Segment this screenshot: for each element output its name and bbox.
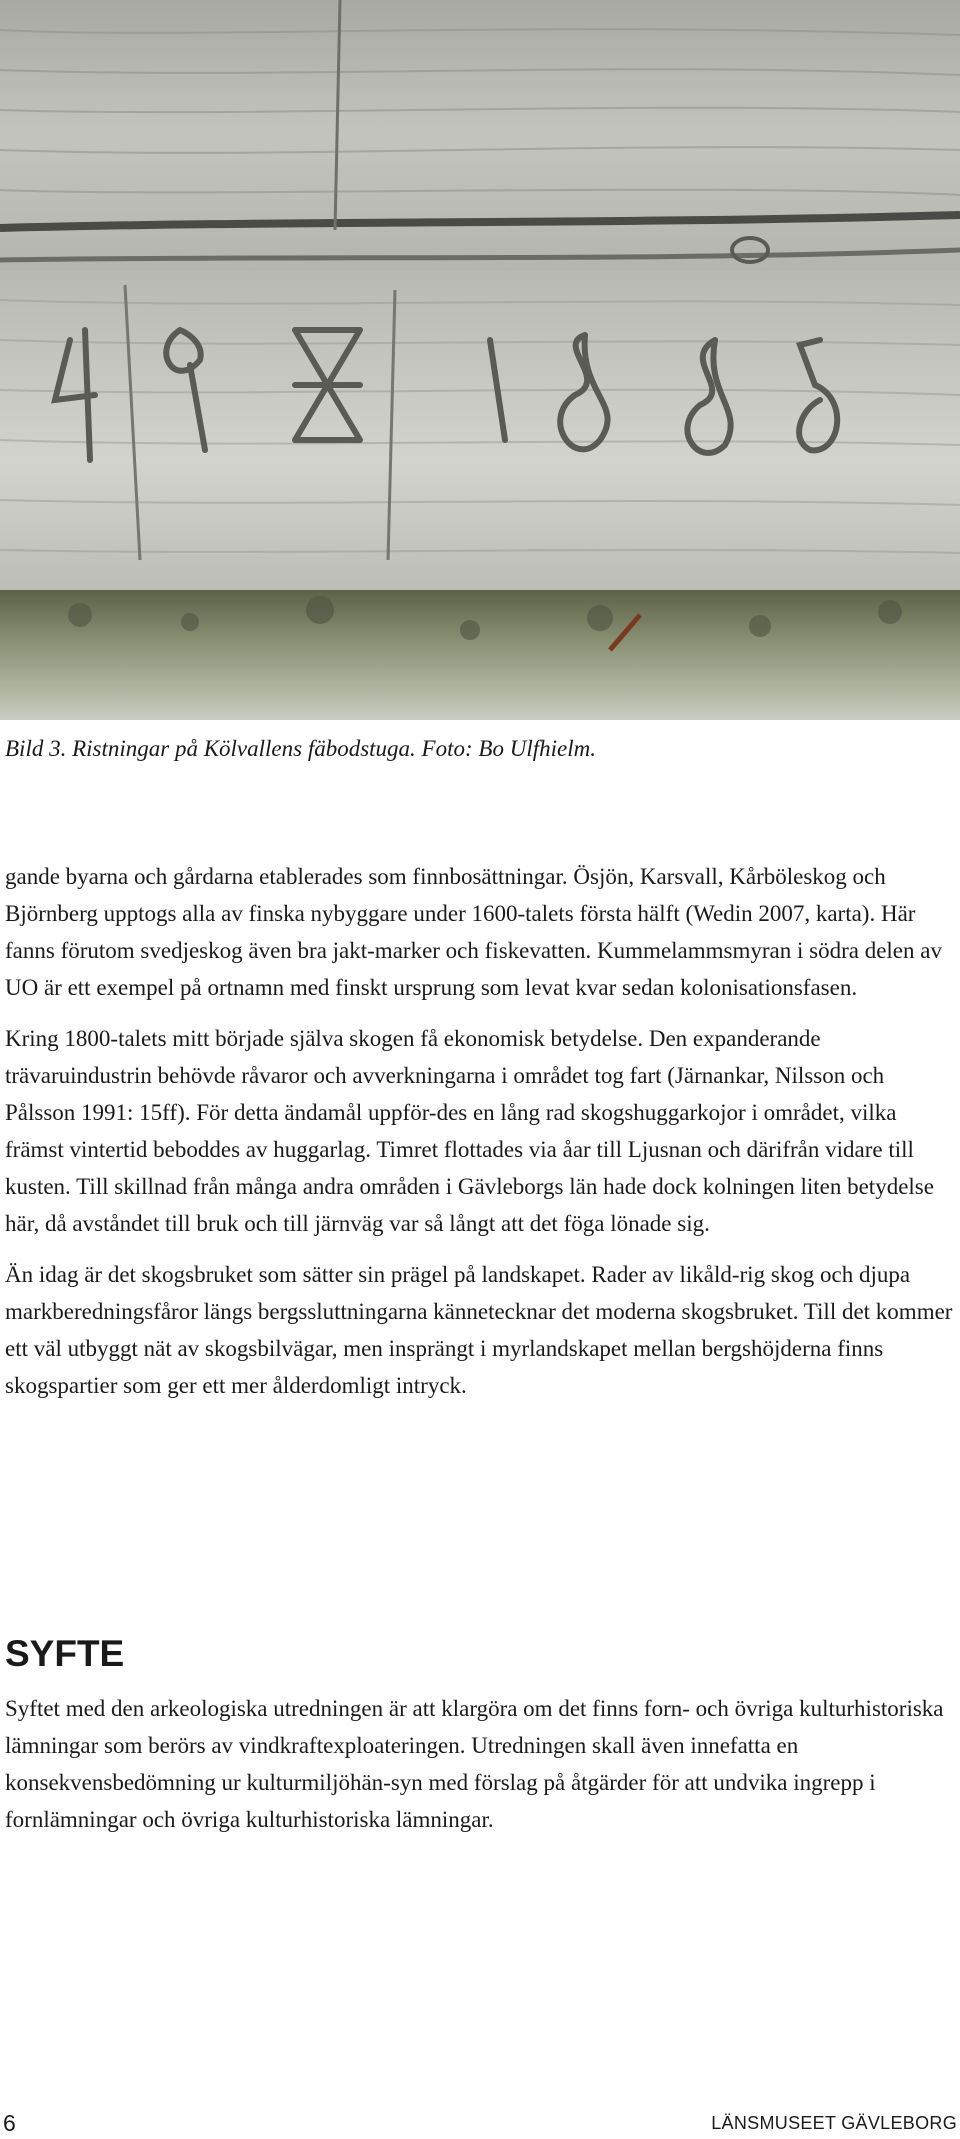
section-paragraph: Syftet med den arkeologiska utredningen är att klargöra om det finns forn- och övriga kulturhistoriska lämningar som berörs av vindkraftexploateringen. Utredningen skall även innefatta en konsekvensbedömning ur kulturmiljöhän-syn med förslag på åtgärder för att undvika ingrepp i fornlämningar och övriga kulturhistoriska lämningar.	[5, 1696, 944, 1832]
paragraph: Än idag är det skogsbruket som sätter sin prägel på landskapet. Rader av likåld-rig skog och djupa markberedningsfåror längs bergssluttningarna kännetecknar det moderna skogsbruket. Till det kommer ett väl utbyggt nät av skogsbilvägar, men insprängt i myrlandskapet mellan bergshöjderna finns skogspartier som ger ett mer ålderdomligt intryck.	[5, 1262, 953, 1398]
photo-caption: Bild 3. Ristningar på Kölvallens fäbodstuga. Foto: Bo Ulfhielm.	[5, 736, 596, 761]
carving-photo	[0, 0, 960, 720]
paragraph: gande byarna och gårdarna etablerades som finnbosättningar. Ösjön, Karsvall, Kårböleskog och Björnberg upptogs alla av finska nybyggare under 1600-talets första hälft (Wedin 2007, karta). Här fanns förutom svedjeskog även bra jakt-marker och fiskevatten. Kummelammsmyran i södra delen av UO är ett exempel på ortnamn med finskt ursprung som levat kvar sedan kolonisationsfasen.	[5, 864, 942, 1000]
page-number: 6	[3, 2110, 16, 2136]
section-heading: SYFTE	[5, 1633, 125, 1674]
paragraph: Kring 1800-talets mitt började själva skogen få ekonomisk betydelse. Den expanderande trävaruindustrin behövde råvaror och avverkningarna i området tog fart (Järnankar, Nilsson och Pålsson 1991: 15ff). För detta ändamål uppför-des en lång rad skogshuggarkojor i området, vilka främst vintertid beboddes av huggarlag. Timret flottades via åar till Ljusnan och därifrån vidare till kusten. Till skillnad från många andra områden i Gävleborgs län hade dock kolningen liten betydelse här, då avståndet till bruk och till järnväg var så långt att det föga lönade sig.	[5, 1026, 934, 1236]
publisher-footer: LÄNSMUSEET GÄVLEBORG	[711, 2113, 957, 2133]
body-text	[5, 858, 955, 1418]
